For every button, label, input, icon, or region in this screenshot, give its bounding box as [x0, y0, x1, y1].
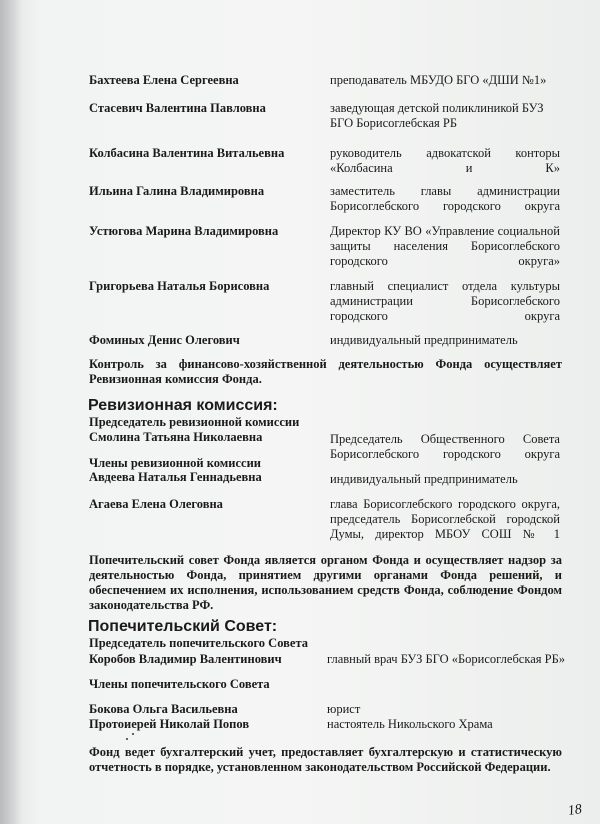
- member-name: Фоминых Денис Олегович: [89, 333, 240, 347]
- member-role: заместитель главы администрации Борисоглебского городского округа: [330, 184, 560, 213]
- board-member-role: юрист: [327, 702, 361, 716]
- board-chair-name: Коробов Владимир Валентинович: [89, 652, 282, 666]
- revision-members-label: Члены ревизионной комиссии: [89, 456, 261, 470]
- member-name: Григорьева Наталья Борисовна: [89, 279, 270, 293]
- member-role: главный специалист отдела культуры администрации Борисоглебского городского округа: [330, 279, 560, 323]
- control-paragraph: Контроль за финансово-хозяйственной деятельностью Фонда осуществляет Ревизионная комиссия Фонда.: [89, 357, 562, 386]
- member-name: Устюгова Марина Владимировна: [89, 224, 279, 238]
- revision-member-name: Агаева Елена Олеговна: [89, 497, 223, 511]
- member-role: заведующая детской поликлиникой БУЗ БГО Борисоглебская РБ: [330, 101, 544, 130]
- revision-chair-name: Смолина Татьяна Николаевна: [89, 430, 263, 444]
- member-role: руководитель адвокатской конторы «Колбасина и К»: [330, 146, 560, 175]
- board-chair-label: Председатель попечительского Совета: [89, 636, 308, 650]
- revision-member-role: индивидуальный предприниматель: [330, 472, 518, 486]
- revision-chair-label: Председатель ревизионной комиссии: [89, 415, 300, 429]
- member-name: Ильина Галина Владимировна: [89, 184, 265, 198]
- member-name: Колбасина Валентина Витальевна: [89, 146, 285, 160]
- board-heading: Попечительский Совет:: [88, 618, 278, 635]
- revision-chair-role: Председатель Общественного Совета Борисоглебского городского округа: [330, 432, 560, 461]
- member-role: преподаватель МБУДО БГО «ДШИ №1»: [330, 73, 547, 87]
- scan-speck: [132, 733, 134, 735]
- member-name: Бахтеева Елена Сергеевна: [89, 73, 239, 87]
- member-role: Директор КУ ВО «Управление социальной защиты населения Борисоглебского городского округа»: [330, 224, 560, 268]
- board-member-role: настоятель Никольского Храма: [327, 717, 493, 731]
- revision-member-role: глава Борисоглебского городского округа, председатель Борисоглебской городской Думы, директор МБОУ СОШ № 1: [330, 497, 560, 541]
- revision-member-name: Авдеева Наталья Геннадьевна: [89, 470, 262, 484]
- scan-speck: [126, 738, 128, 740]
- revision-heading: Ревизионная комиссия:: [88, 397, 278, 414]
- board-member-name: Бокова Ольга Васильевна: [89, 702, 238, 716]
- board-chair-role: главный врач БУЗ БГО «Борисоглебская РБ»: [327, 652, 566, 666]
- member-name: Стасевич Валентина Павловна: [89, 101, 266, 115]
- page-number: 18: [566, 802, 583, 819]
- accounting-paragraph: Фонд ведет бухгалтерский учет, предоставляет бухгалтерскую и статистическую отчетность в порядке, установленном законодательством Российской Федерации.: [89, 745, 562, 774]
- board-member-name: Протоиерей Николай Попов: [89, 717, 250, 731]
- page-edge-shadow: [0, 0, 22, 824]
- board-paragraph: Попечительский совет Фонда является органом Фонда и осуществляет надзор за деятельностью Фонда, принятием другими органами Фонда решений, и обеспечением их исполнения, использованием средств Фонда, соблюдение Фондом законодательства РФ.: [89, 553, 562, 612]
- board-members-label: Члены попечительского Совета: [89, 677, 270, 691]
- member-role: индивидуальный предприниматель: [330, 333, 518, 347]
